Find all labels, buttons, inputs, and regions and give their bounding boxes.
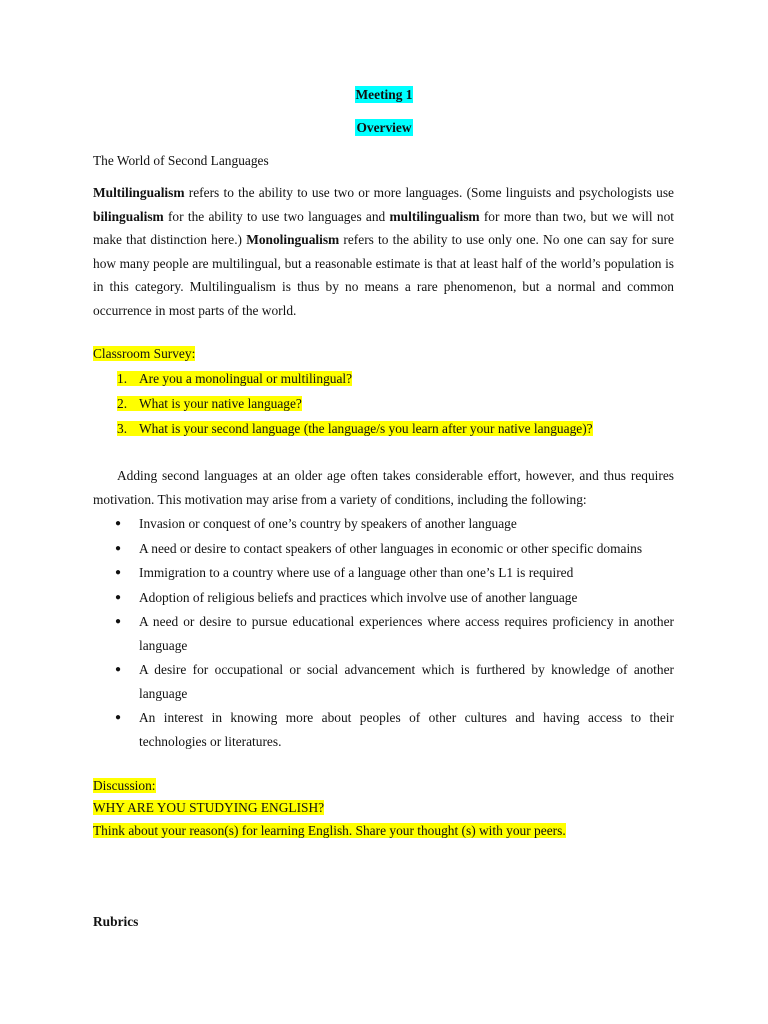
bullet-icon: ● — [115, 616, 122, 627]
motivation-bullet-list — [93, 512, 674, 754]
survey-item — [117, 369, 352, 389]
bullet-icon: ● — [115, 664, 122, 675]
meeting-heading — [0, 87, 768, 103]
discussion-prompt-text: Think about your reason(s) for learning English. Share your thought (s) with your peers. — [93, 823, 566, 838]
bullet-icon: ● — [115, 542, 122, 554]
intro-text-2: for the ability to use two languages and — [163, 208, 390, 224]
list-item — [93, 537, 674, 561]
meeting-title: Meeting 1 — [355, 87, 413, 102]
list-item-text: An interest in knowing more about peoples of other cultures and having access to their technologies or literatures. — [139, 710, 674, 749]
survey-item-text: What is your second language (the language/s you learn after your native language)? — [139, 421, 593, 436]
list-item-text: Invasion or conquest of one’s country by speakers of another language — [139, 516, 517, 531]
list-item — [93, 512, 674, 536]
section-title: The World of Second Languages — [93, 153, 269, 168]
term-multilingualism: Multilingualism — [93, 185, 185, 200]
term-monolingualism: Monolingualism — [246, 232, 340, 247]
survey-item-text: Are you a monolingual or multilingual? — [139, 371, 353, 386]
list-item — [93, 610, 674, 657]
list-item-text: A need or desire to contact speakers of other languages in economic or other specific domains — [139, 540, 643, 556]
discussion-label-text: Discussion: — [93, 778, 156, 793]
overview-title: Overview — [356, 120, 412, 135]
discussion-prompt — [93, 820, 566, 842]
bullet-icon: ● — [115, 567, 122, 578]
survey-item-number: 3. — [117, 421, 128, 436]
intro-text-4: refers to the ability to use only one. No one can say for sure how many people are multilingual, but a reasonable estimate is that at least half of the world’s population is in this category. Multilingualism is thus by no means a rare phenomenon, but a normal and common occurrence in most parts of the world. — [93, 232, 674, 318]
discussion-question-text: WHY ARE YOU STUDYING ENGLISH? — [93, 800, 325, 815]
list-item — [93, 586, 674, 610]
term-bilingualism: bilingualism — [93, 208, 164, 224]
bullet-icon: ● — [115, 518, 122, 529]
intro-text-3: for more than two, but we will not make that distinction here.) — [93, 208, 674, 247]
overview-heading — [0, 120, 768, 136]
survey-title-text: Classroom Survey: — [93, 346, 196, 361]
discussion-label — [93, 775, 156, 797]
survey-item — [117, 419, 593, 439]
list-item-text: A desire for occupational or social advancement which is furthered by knowledge of another language — [139, 662, 674, 701]
discussion-question — [93, 797, 324, 819]
motivation-paragraph: Adding second languages at an older age often takes considerable effort, however, and thus requires motivation. This motivation may arise from a variety of conditions, including the following: — [93, 468, 674, 507]
list-item-text: A need or desire to pursue educational experiences where access requires proficiency in another language — [139, 614, 674, 653]
list-item — [93, 561, 674, 585]
survey-item-number: 1. — [117, 371, 128, 386]
list-item-text: Adoption of religious beliefs and practices which involve use of another language — [139, 589, 578, 605]
intro-paragraph — [93, 181, 674, 322]
survey-item — [117, 394, 302, 414]
bullet-icon: ● — [115, 591, 122, 603]
survey-title — [93, 346, 195, 362]
survey-item-text: What is your native language? — [139, 396, 302, 411]
rubrics-heading: Rubrics — [93, 914, 139, 929]
intro-text-1: refers to the ability to use two or more languages. (Some linguists and psychologists use — [184, 185, 674, 200]
list-item — [93, 706, 674, 753]
list-item-text: Immigration to a country where use of a language other than one’s L1 is required — [139, 565, 574, 580]
survey-item-number: 2. — [117, 396, 128, 411]
list-item — [93, 658, 674, 705]
term-multilingualism-2: multilingualism — [389, 208, 480, 224]
bullet-icon: ● — [115, 712, 122, 723]
